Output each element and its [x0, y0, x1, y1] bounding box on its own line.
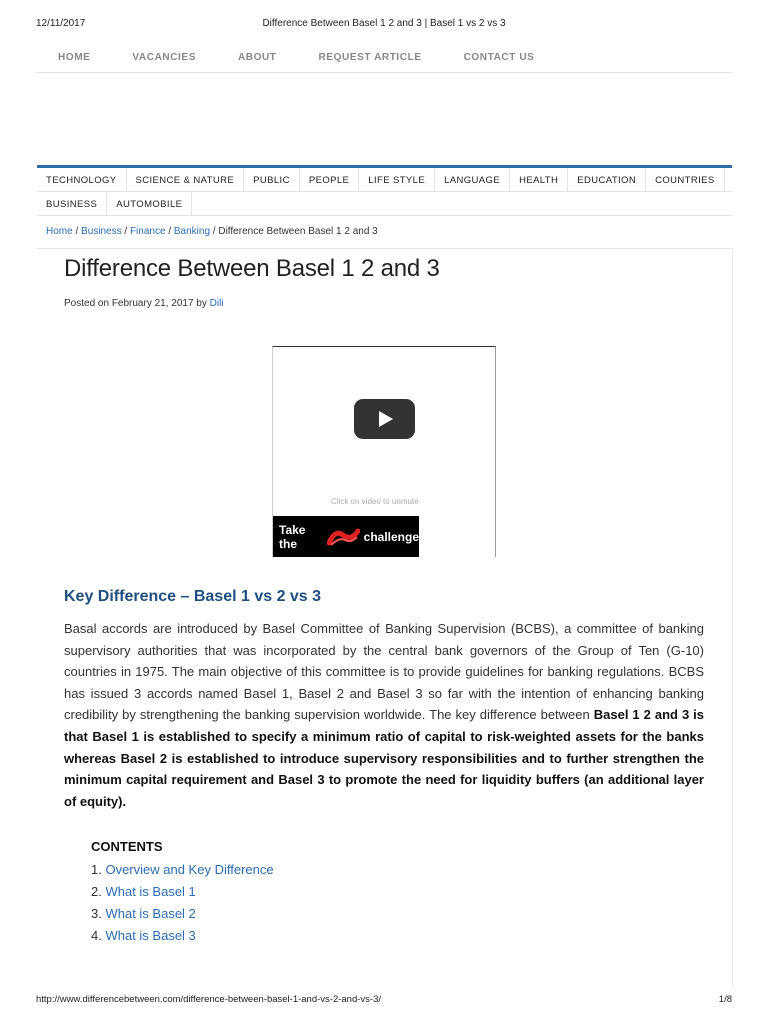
posted-date: Posted on February 21, 2017 by [64, 298, 207, 309]
category-health[interactable]: HEALTH [510, 168, 568, 191]
video-unmute-hint: Click on video to unmute [331, 497, 419, 506]
section-heading-key-difference: Key Difference – Basel 1 vs 2 vs 3 [64, 588, 322, 605]
breadcrumb-divider [37, 248, 732, 249]
breadcrumb-home[interactable]: Home [46, 226, 73, 237]
video-player[interactable] [272, 346, 496, 557]
article-title: Difference Between Basel 1 2 and 3 [64, 255, 440, 282]
ad-text-right: challenge [363, 529, 419, 544]
nav-request-article[interactable]: REQUEST ARTICLE [318, 52, 422, 63]
category-public[interactable]: PUBLIC [244, 168, 300, 191]
print-page-number: 1/8 [718, 994, 732, 1005]
toc-number: 2. [91, 884, 102, 899]
ad-banner[interactable] [273, 516, 419, 557]
category-life-style[interactable]: LIFE STYLE [359, 168, 435, 191]
category-technology[interactable]: TECHNOLOGY [37, 168, 127, 191]
category-automobile[interactable]: AUTOMOBILE [107, 192, 192, 215]
breadcrumb-current: Difference Between Basel 1 2 and 3 [218, 226, 378, 237]
toc-item [91, 881, 274, 903]
toc-number: 1. [91, 862, 102, 877]
toc-item [91, 859, 274, 881]
ad-logo-icon [327, 527, 360, 547]
play-icon [379, 411, 393, 427]
author-link[interactable]: Dili [209, 298, 224, 309]
toc-item [91, 903, 274, 925]
paragraph-bold-text: Basel 1 2 and 3 is that Basel 1 is established to specify a minimum ratio of capital to risk-weighted assets for the banks whereas Basel 2 is established to introduce supervisory responsibilities and to further strengthen the minimum capital requirement and Basel 3 to promote the need for liquidity buffers (an additional layer of equity). [64, 707, 704, 809]
post-meta [64, 298, 224, 309]
top-navigation [36, 42, 732, 73]
breadcrumb-banking[interactable]: Banking [173, 226, 211, 237]
category-language[interactable]: LANGUAGE [435, 168, 510, 191]
content-right-border [732, 248, 733, 988]
nav-contact-us[interactable]: CONTACT US [463, 52, 535, 63]
nav-vacancies[interactable]: VACANCIES [132, 52, 196, 63]
toc-item [91, 925, 274, 947]
category-business[interactable]: BUSINESS [37, 192, 107, 215]
print-url: http://www.differencebetween.com/difference-between-basel-1-and-vs-2-and-vs-3/ [36, 994, 381, 1005]
category-row-1 [37, 168, 732, 192]
toc-number: 4. [91, 928, 102, 943]
category-science-nature[interactable]: SCIENCE & NATURE [127, 168, 245, 191]
nav-about[interactable]: ABOUT [237, 52, 277, 63]
category-countries[interactable]: COUNTRIES [646, 168, 725, 191]
nav-home[interactable]: HOME [58, 52, 91, 63]
print-page-title: Difference Between Basel 1 2 and 3 | Basel 1 vs 2 vs 3 [262, 18, 506, 29]
breadcrumb [46, 226, 378, 237]
play-button[interactable] [354, 399, 415, 439]
toc-link-basel-3[interactable]: What is Basel 3 [105, 928, 196, 943]
print-header [36, 18, 732, 30]
paragraph-text: Basal accords are introduced by Basel Committee of Banking Supervision (BCBS), a committee of banking supervisory authorities that was incorporated by the central bank governors of the Group of Ten (G-10) countries in 1975. The main objective of this committee is to provide guidelines for banking regulations. BCBS has issued 3 accords named Basel 1, Basel 2 and Basel 3 so far with the intention of enhancing banking credibility by strengthening the banking supervision worldwide. The key difference between [64, 621, 704, 723]
table-of-contents [91, 859, 274, 947]
category-education[interactable]: EDUCATION [568, 168, 646, 191]
category-bar [37, 165, 732, 216]
breadcrumb-separator: / [75, 226, 79, 237]
toc-link-basel-2[interactable]: What is Basel 2 [105, 906, 196, 921]
breadcrumb-separator: / [168, 226, 172, 237]
breadcrumb-separator: / [212, 226, 216, 237]
contents-title: CONTENTS [91, 839, 163, 854]
breadcrumb-finance[interactable]: Finance [129, 226, 166, 237]
category-people[interactable]: PEOPLE [300, 168, 359, 191]
toc-link-basel-1[interactable]: What is Basel 1 [105, 884, 196, 899]
category-row-2 [37, 192, 732, 216]
ad-text-left: Take the [279, 522, 306, 551]
breadcrumb-business[interactable]: Business [81, 226, 122, 237]
breadcrumb-separator: / [124, 226, 128, 237]
toc-link-overview[interactable]: Overview and Key Difference [105, 862, 274, 877]
print-date: 12/11/2017 [36, 18, 86, 29]
article-paragraph [64, 618, 704, 812]
toc-number: 3. [91, 906, 102, 921]
